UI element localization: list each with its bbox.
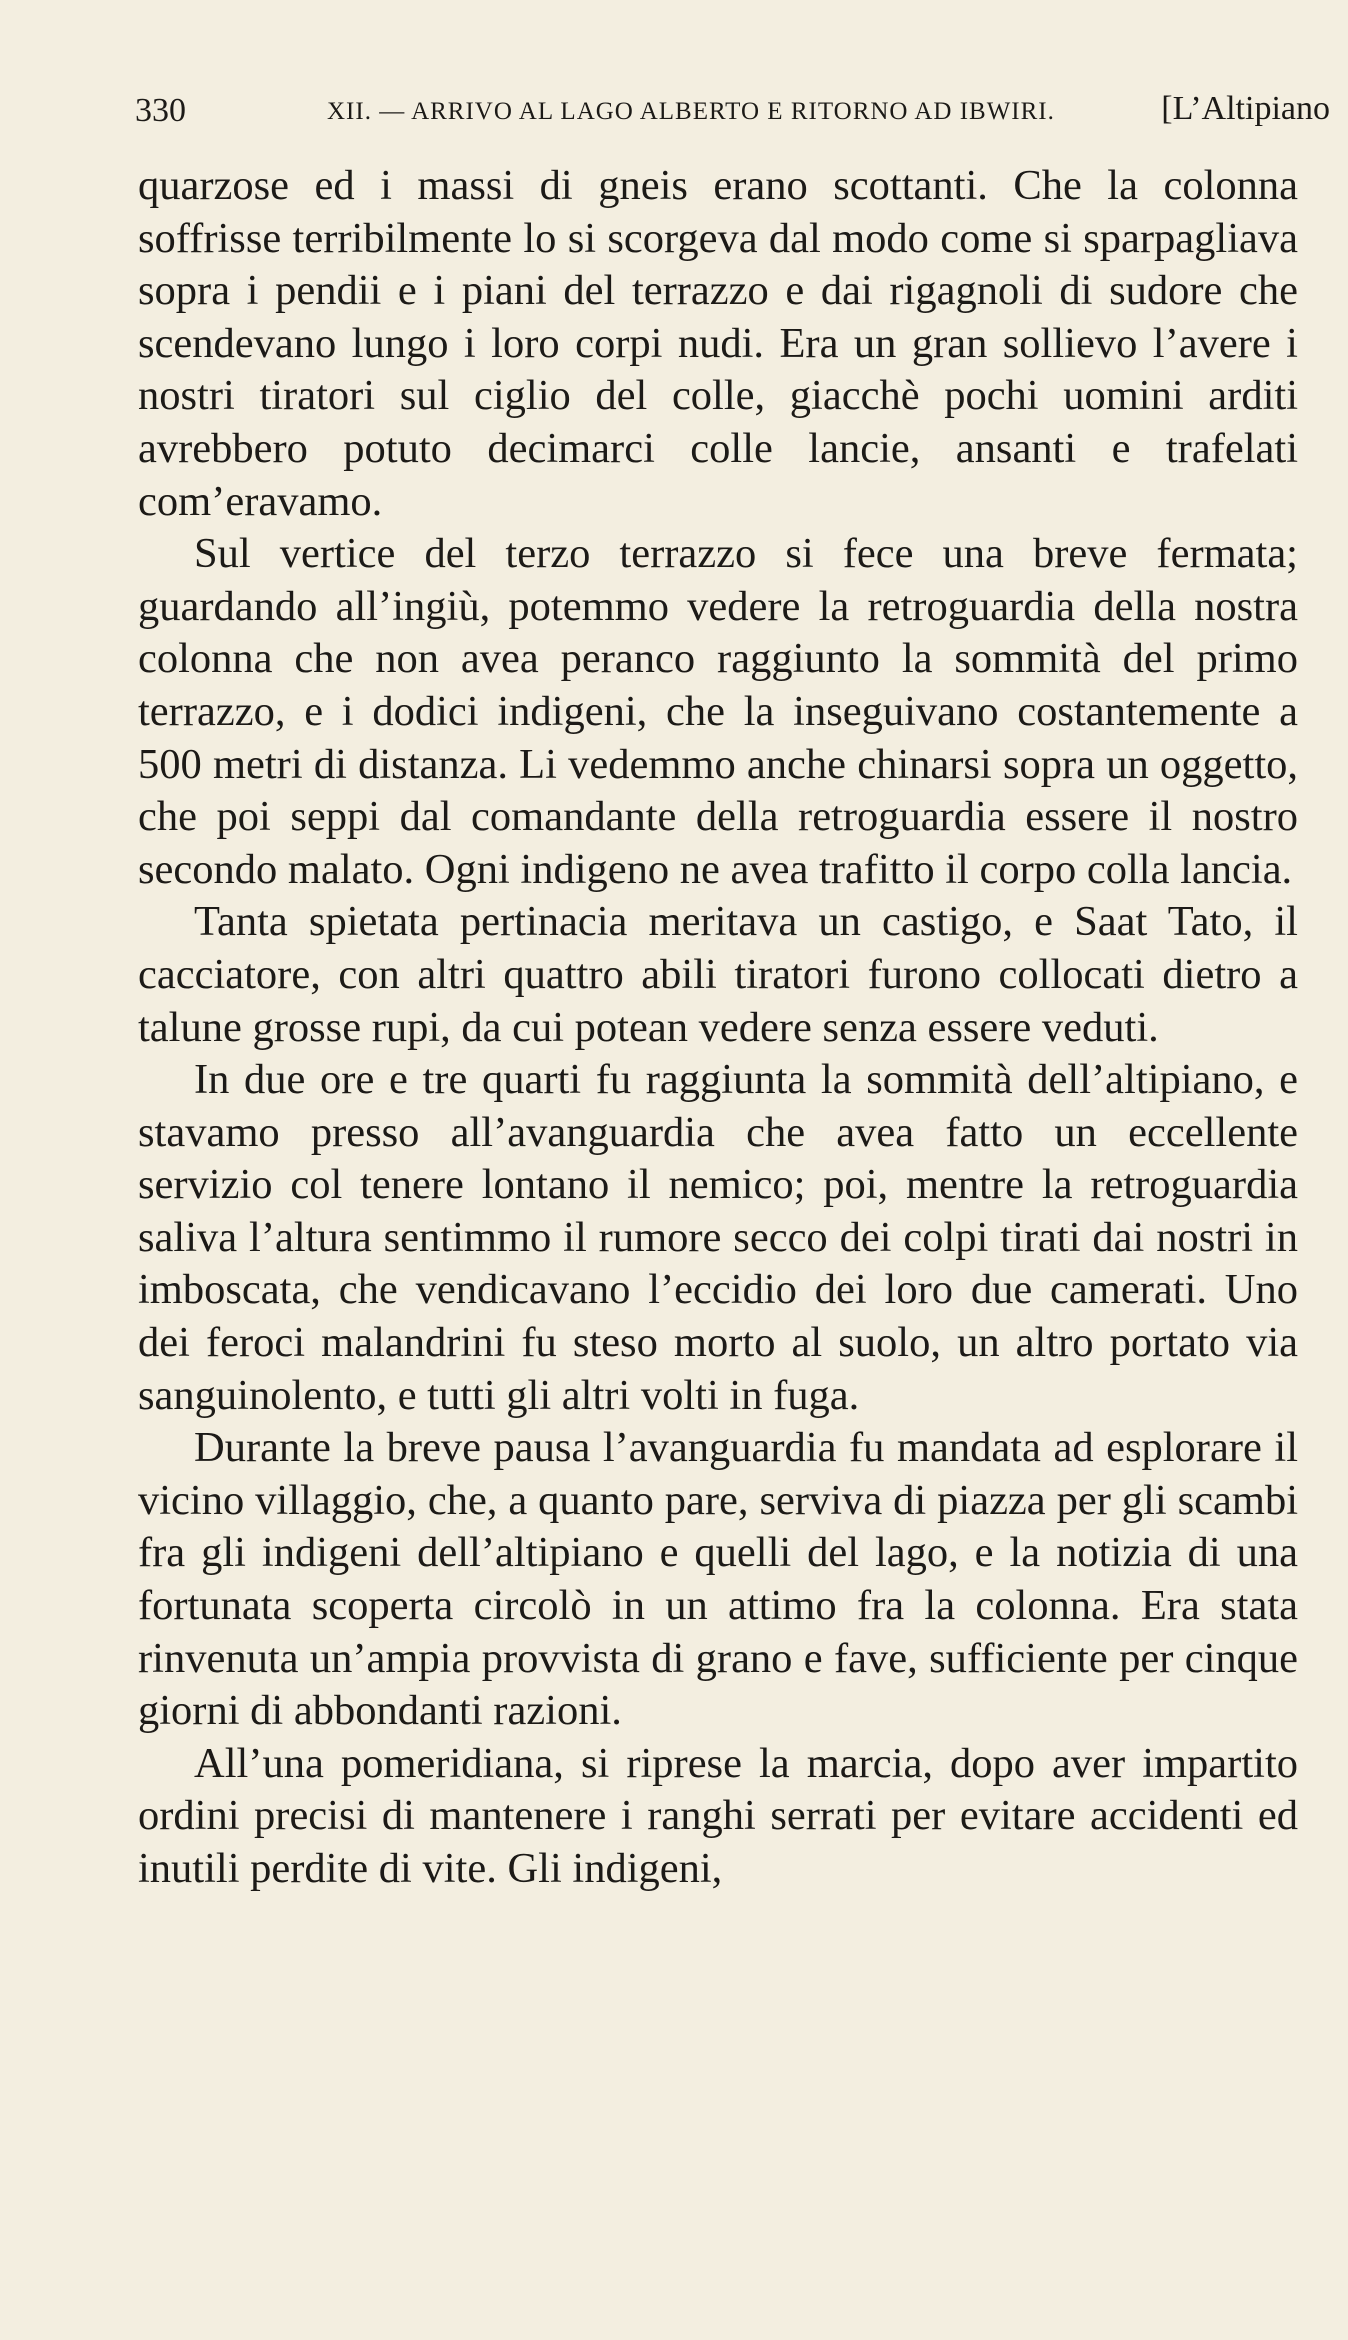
paragraph: All’una pomeridiana, si riprese la marcia, dopo aver impartito ordini precisi di mantenere i ranghi serrati per evitare accidenti ed inutili perdite di vite. Gli indigeni, bbox=[138, 1739, 1298, 1892]
section-label: [L’Altipiano bbox=[1161, 90, 1330, 127]
body-text bbox=[138, 160, 1298, 1896]
page-header bbox=[135, 88, 1330, 138]
paragraph: Durante la breve pausa l’avanguardia fu mandata ad esplorare il vicino villaggio, che, a quanto pare, serviva di piazza per gli scambi fra gli indigeni dell’altipiano e quelli del lago, e la notizia di una fortunata scoperta circolò in un attimo fra la colonna. Era stata rinvenuta un’ampia provvista di grano e fave, sufficiente per cinque giorni di abbondanti razioni. bbox=[138, 1424, 1298, 1735]
page-number: 330 bbox=[135, 92, 186, 129]
paragraph: Tanta spietata pertinacia meritava un castigo, e Saat Tato, il cacciatore, con altri quattro abili tiratori furono collocati dietro a talune grosse rupi, da cui potean vedere senza essere veduti. bbox=[138, 898, 1298, 1051]
running-title: XII. — ARRIVO AL LAGO ALBERTO E RITORNO AD IBWIRI. bbox=[327, 98, 1055, 125]
paragraph: Sul vertice del terzo terrazzo si fece una breve fermata; guardando all’ingiù, potemmo vedere la retroguardia della nostra colonna che non avea peranco raggiunto la sommità del primo terrazzo, e i dodici indigeni, che la inseguivano costantemente a 500 metri di distanza. Li vedemmo anche chinarsi sopra un oggetto, che poi seppi dal comandante della retroguardia essere il nostro secondo malato. Ogni indigeno ne avea trafitto il corpo colla lancia. bbox=[138, 530, 1298, 893]
paragraph-continued: quarzose ed i massi di gneis erano scottanti. Che la colonna soffrisse terribilmente lo si scorgeva dal modo come si sparpagliava sopra i pendii e i piani del terrazzo e dai rigagnoli di sudore che scendevano lungo i loro corpi nudi. Era un gran sollievo l’avere i nostri tiratori sul ciglio del colle, giacchè pochi uomini arditi avrebbero potuto decimarci colle lancie, ansanti e trafelati com’eravamo. bbox=[138, 162, 1298, 525]
paragraph: In due ore e tre quarti fu raggiunta la sommità dell’altipiano, e stavamo presso all’avanguardia che avea fatto un eccellente servizio col tenere lontano il nemico; poi, mentre la retroguardia saliva l’altura sentimmo il rumore secco dei colpi tirati dai nostri in imboscata, che vendicavano l’eccidio dei loro due camerati. Uno dei feroci malandrini fu steso morto al suolo, un altro portato via sanguinolento, e tutti gli altri volti in fuga. bbox=[138, 1056, 1298, 1419]
